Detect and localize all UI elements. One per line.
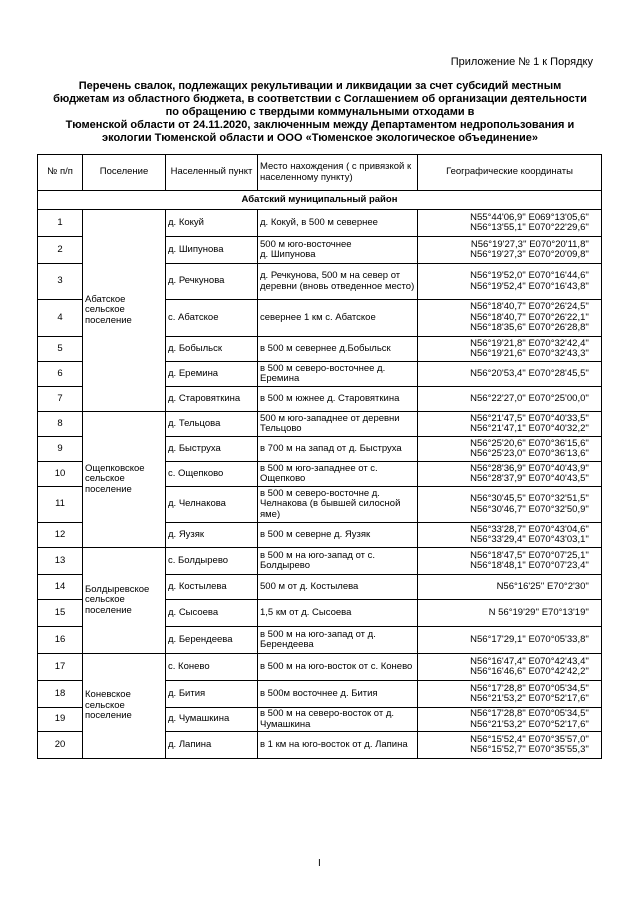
row-number: 13 (38, 548, 83, 575)
locality-name: д. Быструха (166, 437, 258, 462)
row-number: 14 (38, 575, 83, 600)
locality-name: д. Кокуй (166, 210, 258, 237)
locality-name: д. Яузяк (166, 523, 258, 548)
coordinates: N56°17'29,1'' E070°05'33,8'' (418, 627, 602, 654)
place-description: в 500 м северне д. Яузяк (258, 523, 418, 548)
coordinates: N 56°19'29'' E70°13'19'' (418, 600, 602, 627)
row-number: 5 (38, 337, 83, 362)
header-place: Место нахождения ( с привязкой к населенному пункту) (258, 155, 418, 191)
locality-name: д. Костылева (166, 575, 258, 600)
table-row (38, 654, 602, 681)
settlement-name: Болдыревское сельское поселение (83, 548, 166, 654)
coordinates: N56°16'25'' E70°2'30'' (418, 575, 602, 600)
row-number: 20 (38, 732, 83, 759)
row-number: 4 (38, 300, 83, 337)
coordinates: N56°17'28,8'' E070°05'34,5'' N56°21'53,2'' E070°52'17,6'' (418, 708, 602, 732)
row-number: 11 (38, 487, 83, 523)
coordinates: N56°18'40,7'' E070°26'24,5'' N56°18'40,7'' E070°26'22,1'' N56°18'35,6'' E070°26'28,8'' (418, 300, 602, 337)
place-description: в 500 м на юго-восток от с. Конево (258, 654, 418, 681)
table-row (38, 412, 602, 437)
row-number: 3 (38, 264, 83, 300)
row-number: 17 (38, 654, 83, 681)
place-description: в 700 м на запад от д. Быструха (258, 437, 418, 462)
locality-name: д. Речкунова (166, 264, 258, 300)
locality-name: с. Конево (166, 654, 258, 681)
place-description: в 500 м на юго-запад от д. Берендеева (258, 627, 418, 654)
coordinates: N56°17'28,8'' E070°05'34,5'' N56°21'53,2'' E070°52'17,6'' (418, 681, 602, 708)
locality-name: д. Чумашкина (166, 708, 258, 732)
place-description: 1,5 км от д. Сысоева (258, 600, 418, 627)
row-number: 18 (38, 681, 83, 708)
place-description: 500 м юго-западнее от деревни Тельцово (258, 412, 418, 437)
coordinates: N56°20'53,4'' E070°28'45,5'' (418, 362, 602, 387)
row-number: 19 (38, 708, 83, 732)
coordinates: N56°19'21,8'' E070°32'42,4'' N56°19'21,6'' E070°32'43,3'' (418, 337, 602, 362)
locality-name: д. Бития (166, 681, 258, 708)
place-description: в 1 км на юго-восток от д. Лапина (258, 732, 418, 759)
table-row (38, 210, 602, 237)
locality-name: д. Челнакова (166, 487, 258, 523)
locality-name: с. Абатское (166, 300, 258, 337)
row-number: 7 (38, 387, 83, 412)
locality-name: д. Берендеева (166, 627, 258, 654)
document-title (20, 80, 620, 145)
locality-name: с. Ощепково (166, 462, 258, 487)
coordinates: N56°19'27,3'' E070°20'11,8'' N56°19'27,3'' E070°20'09,8'' (418, 237, 602, 264)
title-line: Тюменской области от 24.11.2020, заключенным между Департаментом недропользования и (65, 119, 575, 131)
locality-name: д. Бобыльск (166, 337, 258, 362)
place-description: 500 м от д. Костылева (258, 575, 418, 600)
place-description: в 500м восточнее д. Бития (258, 681, 418, 708)
row-number: 12 (38, 523, 83, 548)
coordinates: N56°28'36,9'' E070°40'43,9'' N56°28'37,9'' E070°40'43,5'' (418, 462, 602, 487)
title-line: по обращению с твердыми коммунальными отходами в (165, 106, 475, 118)
place-description: в 500 м на юго-запад от с. Болдырево (258, 548, 418, 575)
row-number: 1 (38, 210, 83, 237)
place-description: в 500 м северо-восточнее д. Еремина (258, 362, 418, 387)
locality-name: д. Сысоева (166, 600, 258, 627)
settlement-name: Абатское сельское поселение (83, 210, 166, 412)
header-coords: Географические координаты (418, 155, 602, 191)
coordinates: N56°25'20,6'' E070°36'15,6'' N56°25'23,0'' E070°36'13,6'' (418, 437, 602, 462)
place-description: д. Кокуй, в 500 м севернее (258, 210, 418, 237)
coordinates: N56°15'52,4'' E070°35'57,0'' N56°15'52,7'' E070°35'55,3'' (418, 732, 602, 759)
locality-name: д. Шипунова (166, 237, 258, 264)
place-description: в 500 м на северо-восток от д. Чумашкина (258, 708, 418, 732)
header-locality: Населенный пункт (166, 155, 258, 191)
appendix-label: Приложение № 1 к Порядку (450, 56, 593, 68)
row-number: 10 (38, 462, 83, 487)
locality-name: д. Тельцова (166, 412, 258, 437)
coordinates: N56°30'45,5'' E070°32'51,5'' N56°30'46,7'' E070°32'50,9'' (418, 487, 602, 523)
locality-name: с. Болдырево (166, 548, 258, 575)
section-heading: Абатский муниципальный район (38, 191, 602, 210)
place-description: в 500 м северо-восточне д. Челнакова (в бывшей силосной яме) (258, 487, 418, 523)
locality-name: д. Лапина (166, 732, 258, 759)
place-description: в 500 м юго-западнее от с. Ощепково (258, 462, 418, 487)
row-number: 8 (38, 412, 83, 437)
title-line: экологии Тюменской области и ООО «Тюменское экологическое объединение» (102, 132, 538, 144)
locality-name: д. Еремина (166, 362, 258, 387)
title-line: бюджетам из областного бюджета, в соответствии с Соглашением об организации деятельности (53, 93, 587, 105)
row-number: 16 (38, 627, 83, 654)
landfill-table (37, 154, 602, 759)
coordinates: N56°33'28,7'' E070°43'04,6'' N56°33'29,4'' E070°43'03,1'' (418, 523, 602, 548)
coordinates: N56°21'47,5'' E070°40'33,5'' N56°21'47,1'' E070°40'32,2'' (418, 412, 602, 437)
coordinates: N56°22'27,0'' E070°25'00,0'' (418, 387, 602, 412)
settlement-name: Коневское сельское поселение (83, 654, 166, 759)
place-description: севернее 1 км с. Абатское (258, 300, 418, 337)
title-line: Перечень свалок, подлежащих рекультивации и ликвидации за счет субсидий местным (78, 80, 562, 92)
place-description: 500 м юго-восточнее д. Шипунова (258, 237, 418, 264)
row-number: 15 (38, 600, 83, 627)
locality-name: д. Старовяткина (166, 387, 258, 412)
place-description: в 500 м южнее д. Старовяткина (258, 387, 418, 412)
header-settlement: Поселение (83, 155, 166, 191)
coordinates: N56°18'47,5'' E070°07'25,1'' N56°18'48,1'' E070°07'23,4'' (418, 548, 602, 575)
settlement-name: Ощепковское сельское поселение (83, 412, 166, 548)
page-number: I (318, 858, 321, 869)
place-description: д. Речкунова, 500 м на север от деревни (вновь отведенное место) (258, 264, 418, 300)
coordinates: N56°16'47,4'' E070°42'43,4'' N56°16'46,6'' E070°42'42,2'' (418, 654, 602, 681)
coordinates: N55°44'06,9'' E069°13'05,6'' N56°13'55,1'' E070°22'29,6'' (418, 210, 602, 237)
row-number: 9 (38, 437, 83, 462)
table-row (38, 548, 602, 575)
row-number: 6 (38, 362, 83, 387)
header-num: № п/п (38, 155, 83, 191)
place-description: в 500 м севернее д.Бобыльск (258, 337, 418, 362)
row-number: 2 (38, 237, 83, 264)
coordinates: N56°19'52,0'' E070°16'44,6'' N56°19'52,4'' E070°16'43,8'' (418, 264, 602, 300)
